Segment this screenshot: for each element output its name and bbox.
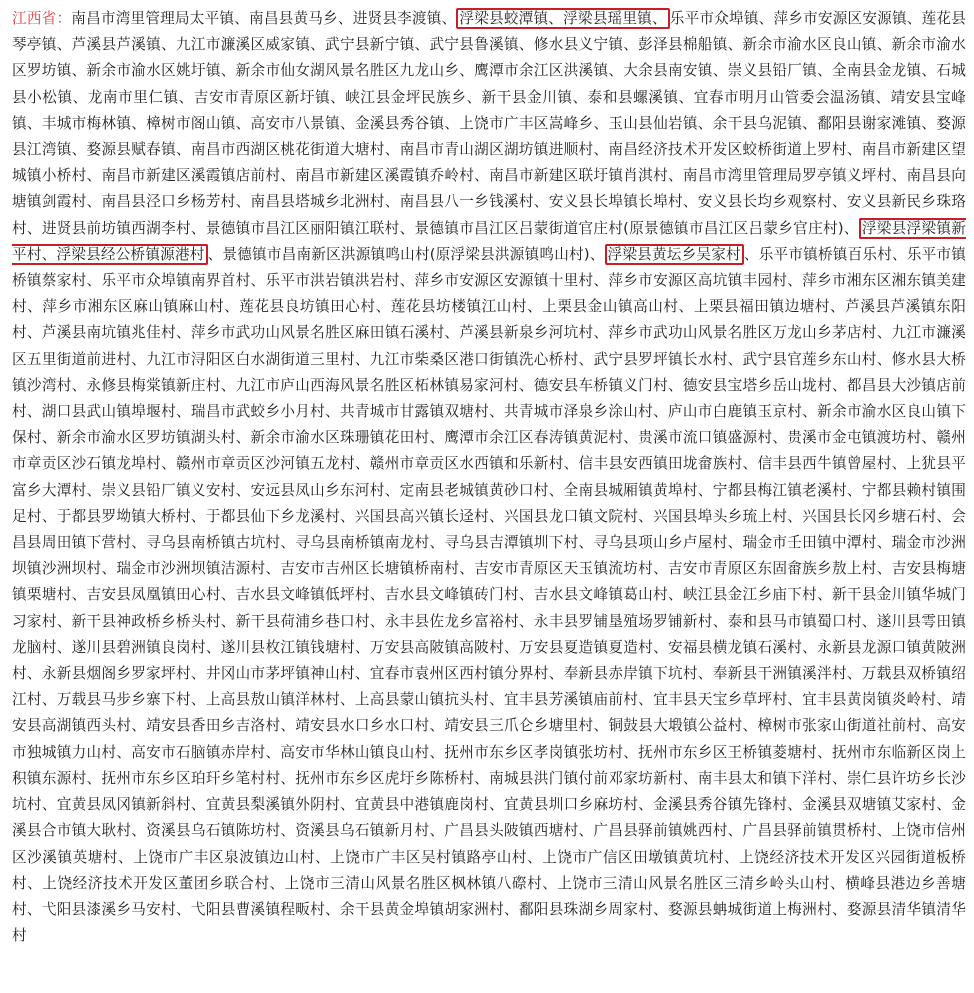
village-list-paragraph bbox=[12, 6, 966, 949]
text-segment: 、景德镇市昌南新区洪源镇鸣山村(原浮梁县洪源镇鸣山村)、 bbox=[207, 245, 605, 263]
highlighted-entry: 浮梁县蛟潭镇、浮梁县瑶里镇、 bbox=[456, 8, 669, 29]
highlighted-entry: 浮梁县黄坛乡吴家村 bbox=[605, 244, 744, 265]
text-segment: 乐平市众埠镇、萍乡市安源区安源镇、莲花县琴亭镇、芦溪县芦溪镇、九江市濂溪区威家镇、武宁县新宁镇、武宁县鲁溪镇、修水县义宁镇、彭泽县棉船镇、新余市渝水区良山镇、新余市渝水区罗坊镇、新余市渝水区姚圩镇、新余市仙女湖风景名胜区九龙山乡、鹰潭市余江区洪溪镇、大余县南安镇、崇义县铅厂镇、全南县金龙镇、石城县小松镇、龙南市里仁镇、吉安市青原区新圩镇、峡江县金坪民族乡、新干县金川镇、泰和县螺溪镇、宜春市明月山管委会温汤镇、靖安县宝峰镇、丰城市梅林镇、樟树市阁山镇、高安市八景镇、金溪县秀谷镇、上饶市广丰区嵩峰乡、玉山县仙岩镇、余干县乌泥镇、鄱阳县谢家滩镇、婺源县江湾镇、婺源县赋春镇、南昌市西湖区桃花街道大塘村、南昌市青山湖区湖坊镇进顺村、南昌经济技术开发区蛟桥街道上罗村、南昌市新建区望城镇小桥村、南昌市新建区溪霞镇店前村、南昌市新建区溪霞镇乔岭村、南昌市新建区联圩镇肖淇村、南昌市湾里管理局罗亭镇义坪村、南昌县向塘镇剑霞村、南昌县泾口乡杨芳村、南昌县塔城乡北洲村、南昌县八一乡钱溪村、安义县长埠镇长埠村、安义县长均乡观察村、安义县新民乡珠珞村、进贤县前坊镇西湖李村、景德镇市昌江区丽阳镇江联村、景德镇市昌江区吕蒙街道官庄村(原景德镇市昌江区吕蒙乡官庄村)、 bbox=[12, 10, 966, 237]
text-segment: 南昌市湾里管理局太平镇、南昌县黄马乡、进贤县李渡镇、 bbox=[71, 10, 457, 27]
province-label: 江西省： bbox=[12, 10, 72, 27]
text-segment: 、乐平市镇桥镇百乐村、乐平市镇桥镇蔡家村、乐平市众埠镇南界首村、乐平市洪岩镇洪岩村、萍乡市安源区安源镇十里村、萍乡市安源区高坑镇丰园村、萍乡市湘东区湘东镇美建村、萍乡市湘东区麻山镇麻山村、莲花县良坊镇田心村、莲花县坊楼镇江山村、上栗县金山镇高山村、上栗县福田镇边塘村、芦溪县芦溪镇东阳村、芦溪县南坑镇兆佳村、萍乡市武功山风景名胜区麻田镇石溪村、芦溪县新泉乡河坑村、萍乡市武功山风景名胜区万龙山乡茅店村、九江市濂溪区五里街道前进村、九江市浔阳区白水湖街道三里村、九江市柴桑区港口街镇洗心桥村、武宁县罗坪镇长水村、武宁县官莲乡东山村、修水县大桥镇沙湾村、永修县梅棠镇新庄村、九江市庐山西海风景名胜区柘林镇易家河村、德安县车桥镇义门村、德安县宝塔乡岳山垅村、都昌县大沙镇店前村、湖口县武山镇埠堰村、瑞昌市武蛟乡小月村、共青城市甘露镇双塘村、共青城市泽泉乡涂山村、庐山市白鹿镇玉京村、新余市渝水区良山镇下保村、新余市渝水区罗坊镇湖头村、新余市渝水区珠珊镇花田村、鹰潭市余江区春涛镇黄泥村、贵溪市流口镇盛源村、贵溪市金屯镇渡坊村、赣州市章贡区沙石镇龙埠村、赣州市章贡区沙河镇五龙村、赣州市章贡区水西镇和乐新村、信丰县安西镇田垅畲族村、信丰县西牛镇曾屋村、上犹县平富乡大潭村、崇义县铅厂镇义安村、安远县凤山乡东河村、定南县老城镇黄砂口村、全南县城厢镇黄埠村、宁都县梅江镇老溪村、宁都县赖村镇围足村、于都县罗坳镇大桥村、于都县仙下乡龙溪村、兴国县高兴镇长迳村、兴国县龙口镇文院村、兴国县埠头乡琉上村、兴国县长冈乡塘石村、会昌县周田镇下营村、寻乌县南桥镇古坑村、寻乌县南桥镇南龙村、寻乌县吉潭镇圳下村、寻乌县项山乡卢屋村、瑞金市壬田镇中潭村、瑞金市沙洲坝镇沙洲坝村、瑞金市沙洲坝镇洁源村、吉安市吉州区长塘镇桥南村、吉安市青原区天玉镇流坊村、吉安市青原区东固畲族乡敖上村、吉安县梅塘镇栗塘村、吉安县凤凰镇田心村、吉水县文峰镇低坪村、吉水县文峰镇砖门村、吉水县文峰镇葛山村、峡江县金江乡庙下村、新干县金川镇华城门习家村、新干县神政桥乡桥头村、新干县荷浦乡巷口村、永丰县佐龙乡富裕村、永丰县罗铺垦殖场罗铺新村、泰和县马市镇蜀口村、遂川县雩田镇龙脑村、遂川县碧洲镇良岗村、遂川县枚江镇钱塘村、万安县高陂镇高陂村、万安县夏造镇夏造村、安福县横龙镇石溪村、永新县龙源口镇黄陂洲村、永新县烟阁乡罗家坪村、井冈山市茅坪镇神山村、宜春市袁州区西村镇分界村、奉新县赤岸镇下坑村、奉新县干洲镇溪泮村、万载县双桥镇绍江村、万载县马步乡寨下村、上高县敖山镇洋林村、上高县蒙山镇抗头村、宜丰县芳溪镇庙前村、宜丰县天宝乡草坪村、宜丰县黄岗镇炎岭村、靖安县高湖镇西头村、靖安县香田乡吉洛村、靖安县水口乡水口村、靖安县三爪仑乡塘里村、铜鼓县大塅镇公益村、樟树市张家山街道社前村、高安市独城镇力山村、高安市石脑镇赤岸村、高安市华林山镇良山村、抚州市东乡区孝岗镇张坊村、抚州市东乡区王桥镇菱塘村、抚州市东临新区岗上积镇东源村、抚州市东乡区珀玕乡笔村村、抚州市东乡区虎圩乡陈桥村、南城县洪门镇付前邓家坊新村、南丰县太和镇下洋村、崇仁县许坊乡长沙坑村、宜黄县凤冈镇新斜村、宜黄县梨溪镇外阴村、宜黄县中港镇鹿岗村、宜黄县圳口乡麻坊村、金溪县秀谷镇先锋村、金溪县双塘镇艾家村、金溪县合市镇大耿村、资溪县乌石镇陈坊村、资溪县乌石镇新月村、广昌县头陂镇西塘村、广昌县驿前镇姚西村、广昌县驿前镇贯桥村、上饶市信州区沙溪镇英塘村、上饶市广丰区泉波镇边山村、上饶市广丰区吴村镇路亭山村、上饶市广信区田墩镇黄坑村、上饶经济技术开发区兴园街道板桥村、上饶经济技术开发区董团乡联合村、上饶市三清山风景名胜区枫林镇八磜村、上饶市三清山风景名胜区三清乡岭头山村、横峰县港边乡善塘村、弋阳县漆溪乡马安村、弋阳县曹溪镇程畈村、余干县黄金埠镇胡家洲村、鄱阳县珠湖乡周家村、婺源县蚺城街道上梅洲村、婺源县清华镇清华村 bbox=[12, 245, 966, 945]
highlighted-entry: 浮梁县浮梁镇新平村、浮梁县经公桥镇源港村 bbox=[12, 219, 966, 263]
